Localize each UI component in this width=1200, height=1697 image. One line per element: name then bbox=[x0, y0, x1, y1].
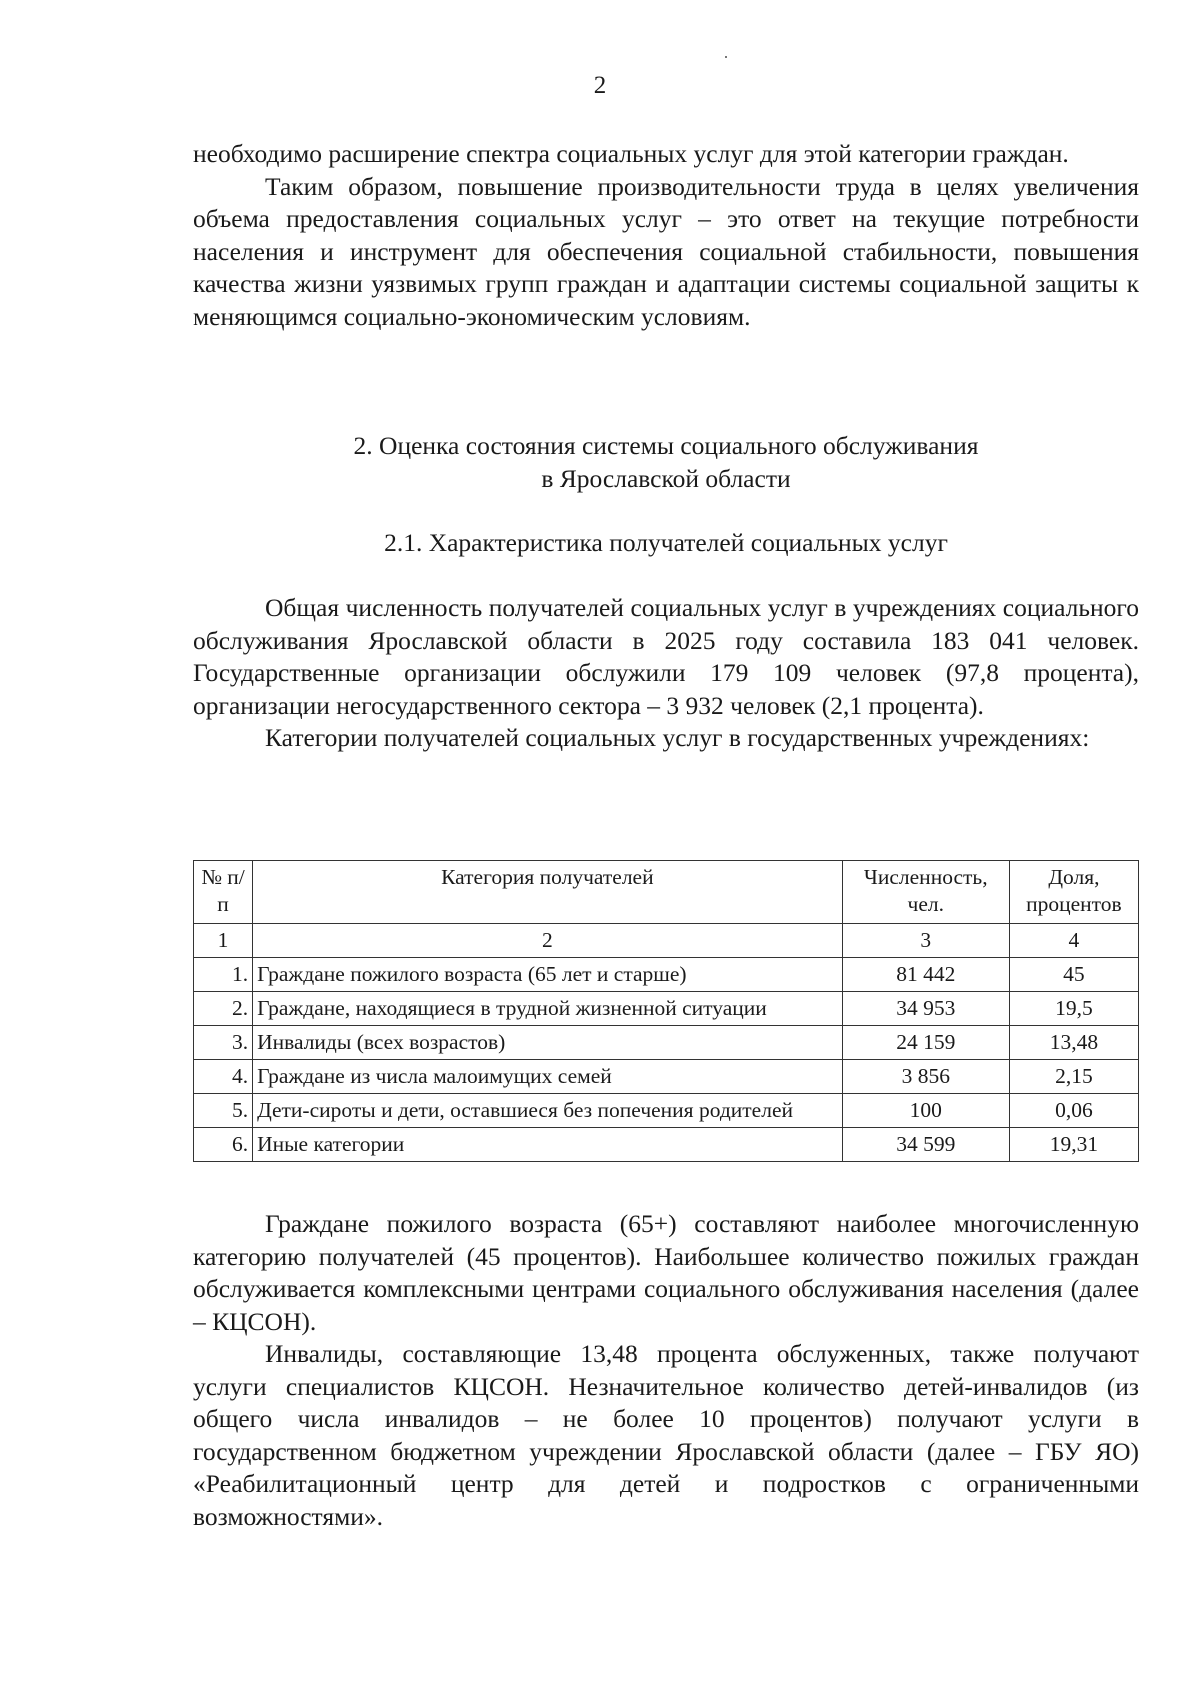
row-count: 100 bbox=[842, 1094, 1009, 1128]
row-category: Граждане из числа малоимущих семей bbox=[253, 1060, 843, 1094]
column-number-4: 4 bbox=[1009, 924, 1138, 958]
row-share: 19,5 bbox=[1009, 992, 1138, 1026]
row-share: 0,06 bbox=[1009, 1094, 1138, 1128]
table-row bbox=[194, 992, 1139, 1026]
table-row bbox=[194, 1060, 1139, 1094]
row-count: 24 159 bbox=[842, 1026, 1009, 1060]
table-header-row bbox=[194, 861, 1139, 924]
row-num: 5. bbox=[194, 1094, 253, 1128]
row-category: Граждане пожилого возраста (65 лет и старше) bbox=[253, 958, 843, 992]
row-num: 4. bbox=[194, 1060, 253, 1094]
row-num: 2. bbox=[194, 992, 253, 1026]
row-category: Иные категории bbox=[253, 1128, 843, 1162]
header-category: Категория получателей bbox=[253, 861, 843, 924]
intro-paragraph-1: необходимо расширение спектра социальных услуг для этой категории граждан. bbox=[193, 139, 1069, 168]
row-category: Инвалиды (всех возрастов) bbox=[253, 1026, 843, 1060]
table-row bbox=[194, 1128, 1139, 1162]
row-count: 3 856 bbox=[842, 1060, 1009, 1094]
recipients-table bbox=[193, 860, 1139, 1162]
intro-paragraph-2: Таким образом, повышение производительности труда в целях увеличения объема предоставления социальных услуг – это ответ на текущие потребности населения и инструмент для обеспечения социальной стабильности, повышения качества жизни уязвимых групп граждан и адаптации системы социальной защиты к меняющимся социально-экономическим условиям. bbox=[193, 171, 1139, 331]
intro-block bbox=[193, 138, 1139, 333]
row-num: 6. bbox=[194, 1128, 253, 1162]
column-number-2: 2 bbox=[253, 924, 843, 958]
body-paragraph-1: Общая численность получателей социальных услуг в учреждениях социального обслуживания Ярославской области в 2025 году составила 183 041 человек. Государственные организации обслужили 179 109 человек (97,8 процента), организации негосударственного сектора – 3 932 человек (2,1 процента). bbox=[193, 593, 1139, 720]
subsection-heading-block bbox=[193, 527, 1139, 560]
after-paragraph-2: Инвалиды, составляющие 13,48 процента обслуженных, также получают услуги специалистов КЦСОН. Незначительное количество детей-инвалидов (из общего числа инвалидов – не более 10 процентов) получают услуги в государственном бюджетном учреждении Ярославской области (далее – ГБУ ЯО) «Реабилитационный центр для детей и подростков с ограниченными возможностями». bbox=[193, 1339, 1139, 1531]
after-paragraph-1: Граждане пожилого возраста (65+) составляют наиболее многочисленную категорию получателей (45 процентов). Наибольшее количество пожилых граждан обслуживается комплексными центрами социального обслуживания населения (далее – КЦСОН). bbox=[193, 1209, 1139, 1336]
header-share: Доля, процентов bbox=[1009, 861, 1138, 924]
row-category: Дети-сироты и дети, оставшиеся без попечения родителей bbox=[253, 1094, 843, 1128]
page-number: 2 bbox=[593, 72, 607, 99]
row-share: 2,15 bbox=[1009, 1060, 1138, 1094]
table-row bbox=[194, 1026, 1139, 1060]
scan-speck bbox=[725, 56, 727, 58]
row-share: 13,48 bbox=[1009, 1026, 1138, 1060]
body-block bbox=[193, 592, 1139, 755]
section-title-line-1: 2. Оценка состояния системы социального обслуживания bbox=[353, 431, 979, 460]
section-heading-block bbox=[193, 430, 1139, 495]
row-num: 1. bbox=[194, 958, 253, 992]
after-table-block bbox=[193, 1208, 1139, 1533]
header-count: Численность, чел. bbox=[842, 861, 1009, 924]
header-num: № п/п bbox=[194, 861, 253, 924]
table-row bbox=[194, 958, 1139, 992]
body-paragraph-2: Категории получателей социальных услуг в государственных учреждениях: bbox=[265, 723, 1090, 752]
column-number-row bbox=[194, 924, 1139, 958]
table-row bbox=[194, 1094, 1139, 1128]
row-count: 81 442 bbox=[842, 958, 1009, 992]
row-share: 45 bbox=[1009, 958, 1138, 992]
subsection-title: 2.1. Характеристика получателей социальных услуг bbox=[384, 528, 948, 557]
row-count: 34 953 bbox=[842, 992, 1009, 1026]
column-number-3: 3 bbox=[842, 924, 1009, 958]
column-number-1: 1 bbox=[194, 924, 253, 958]
section-title-line-2: в Ярославской области bbox=[541, 463, 791, 493]
row-count: 34 599 bbox=[842, 1128, 1009, 1162]
row-share: 19,31 bbox=[1009, 1128, 1138, 1162]
row-category: Граждане, находящиеся в трудной жизненной ситуации bbox=[253, 992, 843, 1026]
row-num: 3. bbox=[194, 1026, 253, 1060]
